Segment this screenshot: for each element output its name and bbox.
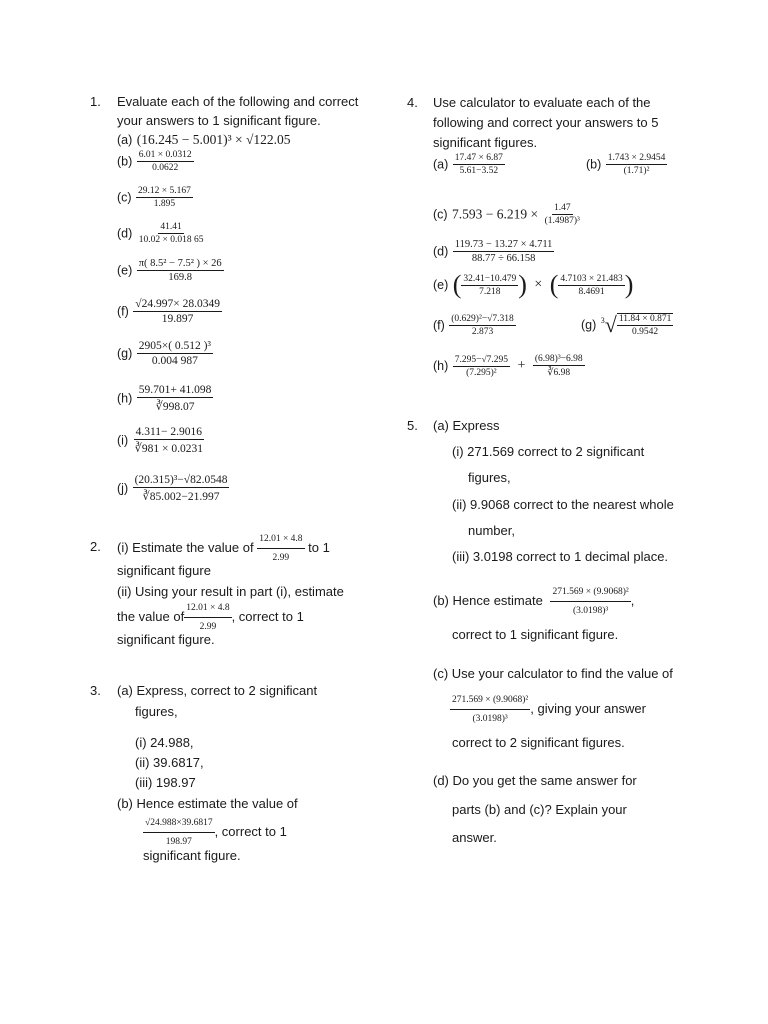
q4c-label: (c) <box>433 207 448 222</box>
q1j-label: (j) <box>117 481 129 496</box>
q4e-fraction-1 <box>461 274 518 297</box>
q4e-close-paren-1: ) <box>518 270 527 299</box>
q4e-open-paren-2: ( <box>549 270 559 299</box>
q1e <box>117 258 224 283</box>
q3-item-3: (iii) 198.97 <box>135 775 196 790</box>
q4c <box>433 203 582 226</box>
q1d-numerator: 41.41 <box>160 222 182 232</box>
q5-d-line2: parts (b) and (c)? Explain your <box>452 802 627 817</box>
q1h-denominator: ∛998.07 <box>155 401 195 413</box>
q1-instruction-line1: Evaluate each of the following and correct <box>117 94 359 109</box>
q1b-label: (b) <box>117 154 133 169</box>
q4c-fraction <box>543 203 582 226</box>
q2-line4-text: the value of <box>117 608 185 624</box>
q1j-numerator: (20.315)³−√82.0548 <box>134 474 228 486</box>
q4e-close-paren-2: ) <box>624 270 634 299</box>
q5-b-line1 <box>433 584 634 619</box>
q4f-denominator: 2.873 <box>471 327 494 337</box>
q1d-fraction <box>137 222 206 245</box>
q4d-numerator: 119.73 − 13.27 × 4.711 <box>454 239 553 250</box>
q2-line3: (ii) Using your result in part (i), estimate <box>117 584 344 599</box>
q4h-numerator-2: (6.98)³−6.98 <box>534 354 583 364</box>
q2-part-i <box>117 531 330 566</box>
q4b <box>586 153 667 176</box>
q4h-fraction-1 <box>453 355 510 378</box>
q1f-fraction <box>133 298 222 325</box>
q3-b-line3: significant figure. <box>143 848 241 863</box>
q5-a-ii-line1: (ii) 9.9068 correct to the nearest whole <box>452 497 674 512</box>
q4e-numerator-2: 4.7103 × 21.483 <box>560 273 623 284</box>
q4f <box>433 314 516 337</box>
q4h-label: (h) <box>433 359 449 374</box>
q1a <box>117 131 291 149</box>
q4g <box>581 312 673 338</box>
q4e-denominator-1: 7.218 <box>479 286 501 297</box>
q5-b-denominator: (3.0198)³ <box>572 606 609 616</box>
q4h <box>433 354 585 378</box>
q1f-denominator: 19.897 <box>161 313 194 325</box>
q1a-label: (a) <box>117 133 133 147</box>
q2-fraction-2-denominator: 2.99 <box>199 622 217 632</box>
q1g-numerator: 2905×( 0.512 )³ <box>138 340 211 352</box>
q5-c-line3: correct to 2 significant figures. <box>452 735 625 750</box>
q1-number: 1. <box>90 94 101 109</box>
q4g-root-index: 3 <box>600 315 605 325</box>
q1d-denominator: 10.02 × 0.018 65 <box>138 235 204 245</box>
q3-b-fraction <box>143 815 215 850</box>
q2-part-i-text: (i) Estimate the value of <box>117 539 254 555</box>
q1g-fraction <box>137 340 213 367</box>
q3-item-1: (i) 24.988, <box>135 735 194 750</box>
q1i-numerator: 4.311− 2.9016 <box>135 426 202 438</box>
q5-c-line1: (c) Use your calculator to find the value of <box>433 666 673 681</box>
q4a-fraction <box>453 153 505 176</box>
q4e-numerator-1: 32.41−10.479 <box>463 273 517 284</box>
q5-c-line2 <box>450 692 646 727</box>
q1h-fraction <box>137 384 214 413</box>
q1e-numerator: π( 8.5² − 7.5² ) × 26 <box>138 258 222 269</box>
q4f-label: (f) <box>433 318 445 333</box>
q1c-numerator: 29.12 × 5.167 <box>138 186 191 196</box>
q5-c-fraction <box>450 692 530 727</box>
q1i-fraction <box>133 426 205 455</box>
q2-line4-tail: , correct to 1 <box>231 608 304 624</box>
q1g-label: (g) <box>117 346 133 361</box>
q3-b-denominator: 198.97 <box>165 837 192 847</box>
q4e-times-sign: × <box>534 277 543 292</box>
q1f <box>117 298 222 325</box>
q2-fraction-2-numerator: 12.01 × 4.8 <box>184 600 231 618</box>
q3-a-line2: figures, <box>135 704 178 719</box>
q1j <box>117 474 229 503</box>
q1e-label: (e) <box>117 263 133 278</box>
q1g <box>117 340 213 367</box>
q4g-denominator: 0.9542 <box>632 327 659 337</box>
q1c-denominator: 1.895 <box>153 199 176 209</box>
q4b-denominator: (1.71)² <box>623 166 650 176</box>
q5-c-denominator: (3.0198)³ <box>472 714 508 724</box>
q4d-fraction <box>453 239 555 264</box>
q4h-numerator-1: 7.295−√7.295 <box>454 354 509 365</box>
q5-number: 5. <box>407 418 418 433</box>
q4e-fraction-2 <box>558 274 624 297</box>
q4f-fraction <box>449 314 516 337</box>
q5-c-numerator: 271.569 × (9.9068)² <box>450 692 530 710</box>
q4e-open-paren-1: ( <box>452 270 462 299</box>
q2-line4 <box>117 600 304 635</box>
q4c-expression: 7.593 − 6.219 × <box>452 206 539 222</box>
q4e <box>433 272 633 298</box>
q4g-numerator: 11.84 × 0.871 <box>618 314 672 324</box>
q3-b-numerator: √24.988×39.6817 <box>143 815 215 833</box>
q4h-denominator-1: (7.295)² <box>466 367 497 378</box>
q4h-plus-sign: + <box>517 358 526 373</box>
q4e-denominator-2: 8.4691 <box>578 286 605 297</box>
q5-a-i-line2: figures, <box>468 470 511 485</box>
q5-d-line1: (d) Do you get the same answer for <box>433 773 637 788</box>
q1c-fraction <box>136 186 193 209</box>
q5-a-heading: (a) Express <box>433 418 500 433</box>
q4-instruction-line1: Use calculator to evaluate each of the <box>433 95 651 110</box>
q1-instruction-line2: your answers to 1 significant figure. <box>117 113 321 128</box>
q3-b-line1: (b) Hence estimate the value of <box>117 796 298 811</box>
q3-b-line2 <box>143 815 287 850</box>
q2-line5: significant figure. <box>117 632 215 647</box>
q4d-label: (d) <box>433 244 449 259</box>
q1i-label: (i) <box>117 433 129 448</box>
q4g-label: (g) <box>581 318 597 333</box>
q5-c-tail: , giving your answer <box>530 700 646 716</box>
q4-instruction-line3: significant figures. <box>433 135 538 150</box>
q5-a-i-line1: (i) 271.569 correct to 2 significant <box>452 444 645 459</box>
q5-b-line2: correct to 1 significant figure. <box>452 627 619 642</box>
q4a-numerator: 17.47 × 6.87 <box>454 153 503 163</box>
q2-fraction <box>257 531 304 566</box>
q4d <box>433 239 554 264</box>
q3-item-2: (ii) 39.6817, <box>135 755 204 770</box>
q1h-numerator: 59.701+ 41.098 <box>138 384 212 396</box>
q4b-fraction <box>606 153 668 176</box>
q4-number: 4. <box>407 95 418 110</box>
q1c-label: (c) <box>117 190 132 205</box>
q1g-denominator: 0.004 987 <box>151 355 198 367</box>
q2-part-i-tail: to 1 <box>308 539 330 555</box>
q4h-denominator-2: ∛6.98 <box>547 368 571 378</box>
q2-fraction-denominator: 2.99 <box>272 553 290 563</box>
q4a-denominator: 5.61−3.52 <box>459 166 499 176</box>
q4e-label: (e) <box>433 278 449 293</box>
q2-line2: significant figure <box>117 563 211 578</box>
q1e-denominator: 169.8 <box>168 272 193 283</box>
q3-b-tail: , correct to 1 <box>214 823 287 839</box>
q4b-numerator: 1.743 × 2.9454 <box>607 153 666 163</box>
q1f-numerator: √24.997× 28.0349 <box>135 298 220 310</box>
q4a-label: (a) <box>433 157 449 172</box>
q5-a-iii: (iii) 3.0198 correct to 1 decimal place. <box>452 549 669 564</box>
q4-instruction-line2: following and correct your answers to 5 <box>433 115 659 130</box>
q1e-fraction <box>137 258 224 283</box>
q4a <box>433 153 505 176</box>
q1b-numerator: 6.01 × 0.0312 <box>138 150 192 160</box>
q3-a-line1: (a) Express, correct to 2 significant <box>117 683 318 698</box>
q4c-numerator: 1.47 <box>553 203 571 213</box>
q1i-denominator: ∛981 × 0.0231 <box>134 443 204 455</box>
q4g-radical-sign: √ <box>604 312 617 337</box>
q4b-label: (b) <box>586 157 602 172</box>
q1b-fraction <box>137 150 194 173</box>
q1c <box>117 186 193 209</box>
q4d-denominator: 88.77 ÷ 66.158 <box>471 253 536 264</box>
q5-b-fraction <box>550 584 630 619</box>
q5-a-ii-line2: number, <box>468 523 515 538</box>
q5-d-line3: answer. <box>452 830 497 845</box>
q1a-expression: (16.245 − 5.001)³ × √122.05 <box>136 132 291 147</box>
q4c-denominator: (1.4987)³ <box>544 216 580 226</box>
q1i <box>117 426 205 455</box>
q2-fraction-numerator: 12.01 × 4.8 <box>257 531 304 549</box>
q5-b-tail: , <box>630 592 635 608</box>
q1h <box>117 384 213 413</box>
q1h-label: (h) <box>117 391 133 406</box>
q1d <box>117 222 205 245</box>
q1b-denominator: 0.0622 <box>152 163 179 173</box>
q3-number: 3. <box>90 683 101 698</box>
q1j-denominator: ∛85.002−21.997 <box>142 491 220 503</box>
q4h-fraction-2 <box>533 354 585 378</box>
q5-b-numerator: 271.569 × (9.9068)² <box>550 584 630 602</box>
q1f-label: (f) <box>117 304 129 319</box>
q1j-fraction <box>133 474 230 503</box>
q4g-fraction <box>617 313 674 337</box>
q5-b-text: (b) Hence estimate <box>433 592 543 608</box>
q2-fraction-2 <box>184 600 231 635</box>
q1d-label: (d) <box>117 226 133 241</box>
q2-number: 2. <box>90 539 101 554</box>
q4f-numerator: (0.629)²−√7.318 <box>451 314 514 324</box>
q1b <box>117 150 194 173</box>
